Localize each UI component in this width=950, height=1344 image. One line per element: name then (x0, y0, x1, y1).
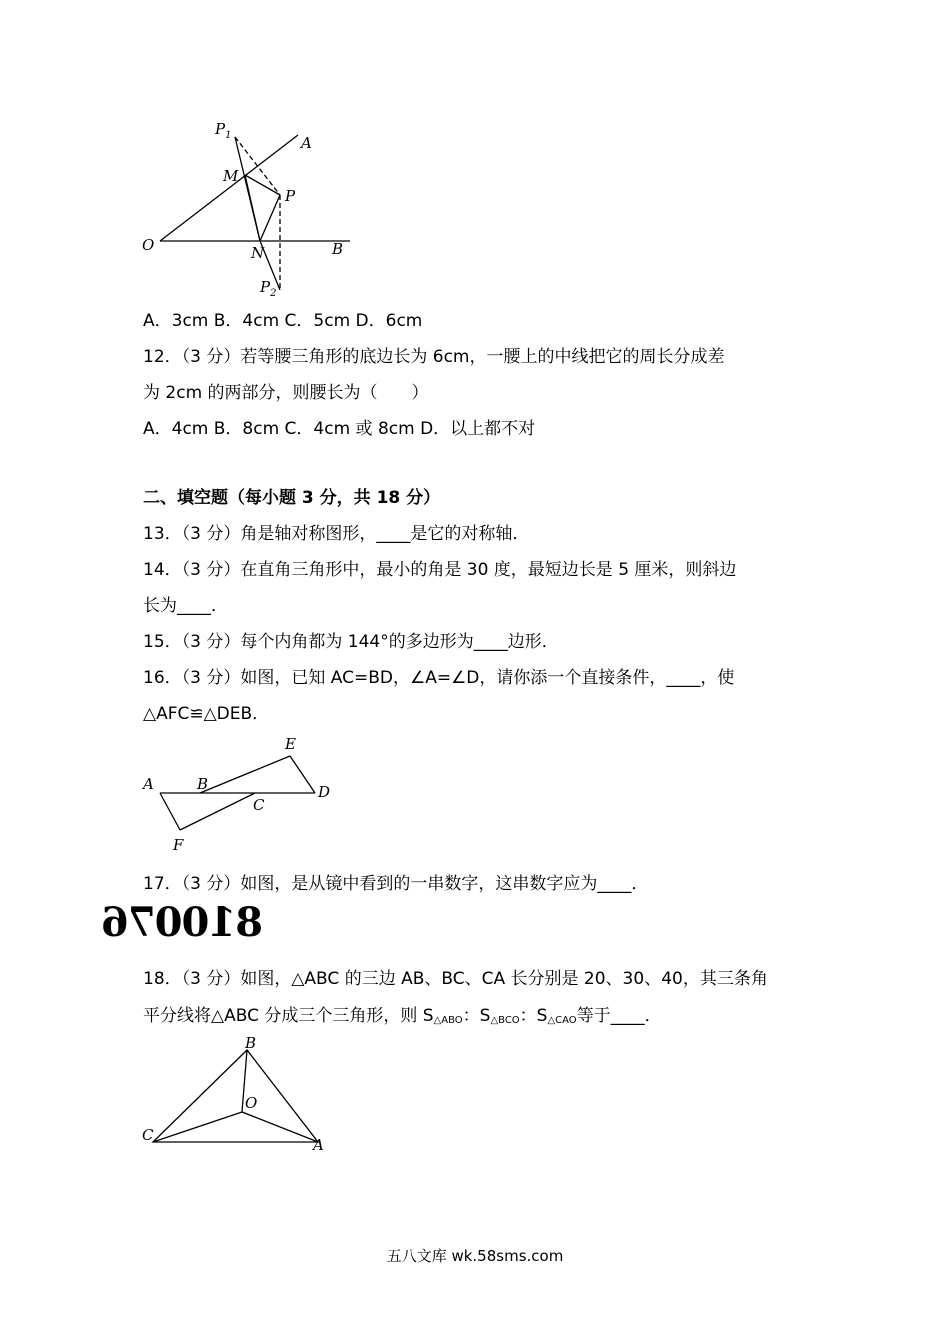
q14-line1: 14．（3 分）在直角三角形中，最小的角是 30 度，最短边长是 5 厘米，则斜边 (143, 560, 737, 580)
q17: 17．（3 分）如图，是从镜中看到的一串数字，这串数字应为____． (143, 874, 649, 894)
svg-text:N: N (251, 244, 265, 262)
q18-line2: 平分线将△ABC 分成三个三角形，则 $S_{\triangle ABO}$：$S_{\triangle BCO}$：$S_{\triangle CAO}$等于____． (143, 1006, 662, 1026)
q15: 15．（3 分）每个内角都为 144°的多边形为____边形． (143, 632, 559, 652)
svg-text:O: O (245, 1094, 258, 1112)
q14-line2: 长为____． (143, 596, 228, 616)
ray-oa (160, 135, 298, 241)
figure-angle-reflection (135, 115, 365, 305)
mirrored-digits: 810076 (102, 899, 263, 946)
svg-text:P1: $P_1$ (215, 120, 232, 141)
svg-text:C: C (142, 1126, 154, 1144)
q11-options: A．3cm B．4cm C．5cm D．6cm (143, 311, 423, 331)
figure-triangle-bisectors (135, 1030, 345, 1160)
svg-text:C: C (253, 796, 265, 814)
q16-line2: △AFC≌△DEB． (143, 704, 270, 724)
svg-text:P2: $P_2$ (260, 278, 277, 299)
svg-text:B: B (245, 1034, 257, 1052)
q12-options: A．4cm B．8cm C．4cm 或 8cm D．以上都不对 (143, 419, 536, 439)
svg-text:D: D (318, 783, 331, 801)
q13: 13．（3 分）角是轴对称图形，____是它的对称轴． (143, 524, 530, 544)
footer-watermark: 五八文库 wk.58sms.com (386, 1247, 564, 1265)
q18-line1: 18．（3 分）如图，△ABC 的三边 AB、BC、CA 长分别是 20、30、40，其三条角 (143, 969, 768, 989)
svg-text:A: A (143, 775, 154, 793)
svg-text:B: B (197, 775, 209, 793)
section2-title: 二、填空题（每小题 3 分，共 18 分） (143, 488, 441, 508)
q12-line2: 为 2cm 的两部分，则腰长为（ ） (143, 383, 429, 403)
svg-text:P: P (285, 187, 296, 205)
svg-text:O: O (142, 236, 155, 254)
figure-congruent-triangles (135, 730, 345, 855)
svg-text:F: F (173, 836, 184, 854)
svg-text:A: A (301, 134, 312, 152)
q16-line1: 16．（3 分）如图，已知 AC=BD，∠A=∠D，请你添一个直接条件，____，使 (143, 668, 735, 688)
q12-line1: 12．（3 分）若等腰三角形的底边长为 6cm，一腰上的中线把它的周长分成差 (143, 347, 725, 367)
svg-text:B: B (332, 240, 344, 258)
svg-text:E: E (285, 735, 296, 753)
svg-text:A: A (313, 1136, 324, 1154)
svg-text:M: M (223, 167, 239, 185)
